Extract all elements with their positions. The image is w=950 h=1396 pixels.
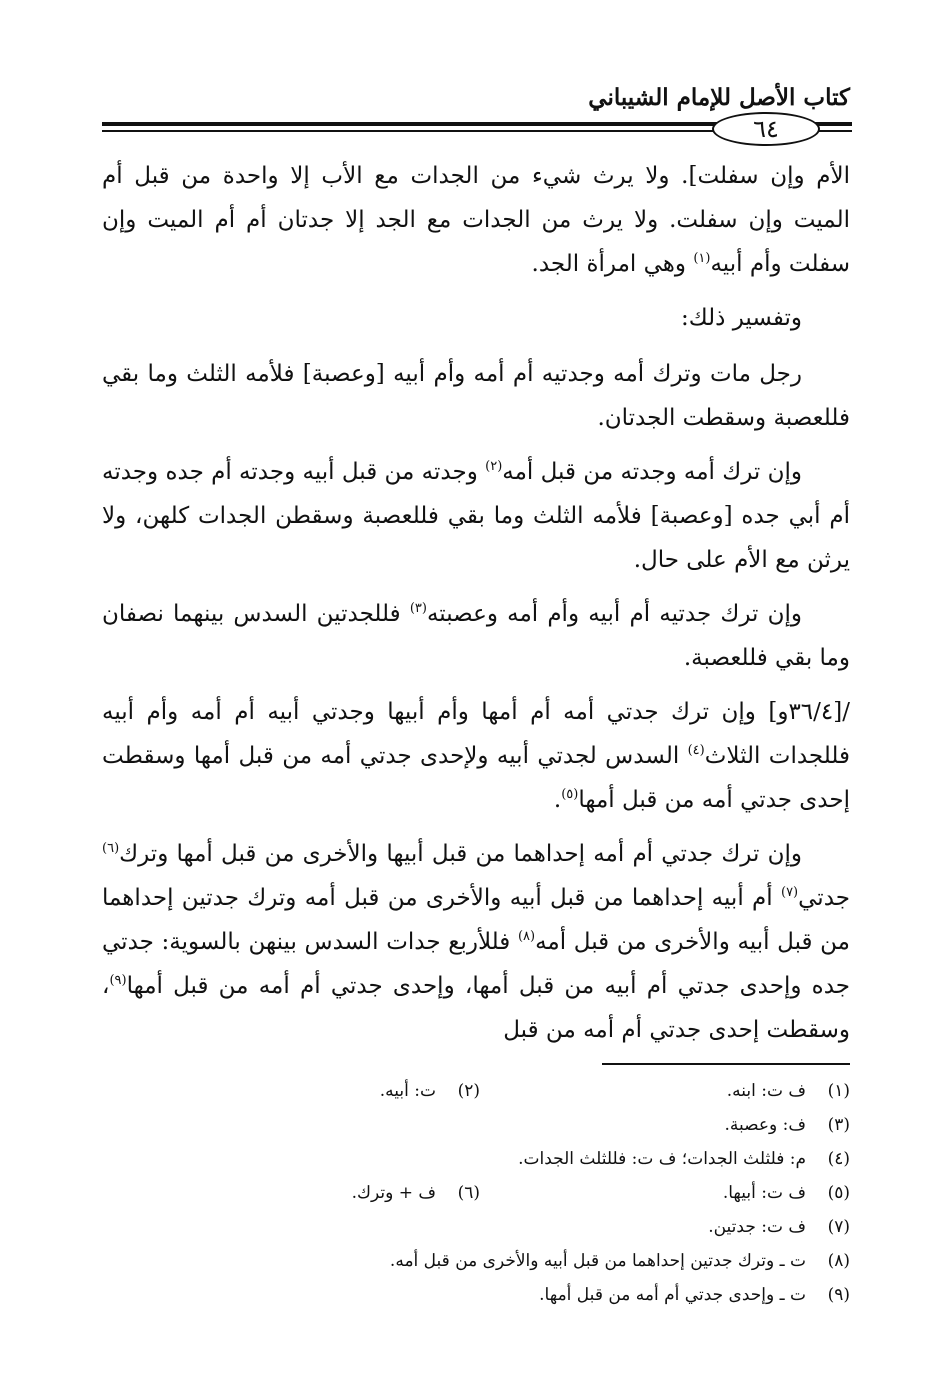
- footnote-ref: (٧): [780, 885, 799, 900]
- footnote-number: (٦): [457, 1183, 480, 1203]
- paragraph-7-text-c: أم أبيه إحداهما من قبل أبيه والأخرى من قبل أمه وترك جدتين إحداهما من قبل أبيه والأخرى من قبل أمه: [102, 885, 850, 955]
- paragraph-5-text-cont: فللجدتين السدس بينهما نصفان وما بقي فللعصبة.: [102, 601, 850, 671]
- paragraph-4-text: وإن ترك أمه وجدته من قبل أمه: [502, 459, 803, 485]
- footnote-text: م: فلثلث الجدات؛ ف ت: فللثلث الجدات.: [518, 1149, 806, 1169]
- footnote-ref: (٣): [409, 601, 427, 616]
- main-text: [102, 154, 850, 1062]
- footnote-text: ف ت: جدتين.: [708, 1217, 806, 1237]
- footnote-number: (٩): [827, 1285, 850, 1305]
- footnote-text: ت ـ وإحدى جدتي أم أمه من قبل أمها.: [539, 1285, 806, 1305]
- footnote-number: (٨): [827, 1251, 850, 1271]
- footnote-text: ف + وترك.: [351, 1183, 436, 1203]
- footnote-text: ف ت: ابنه.: [726, 1081, 806, 1101]
- paragraph-6-text: /[٣٦/٤و] وإن ترك جدتي أمه أم أمها وأم أبيها وجدتي أبيه أم أمه وأم أبيه فللجدات الثلاث: [102, 699, 850, 769]
- footnote-ref: (٩): [109, 973, 127, 988]
- footnote-5: [480, 1176, 850, 1210]
- footnote-ref: (٨): [517, 929, 536, 944]
- paragraph-1: [102, 154, 850, 286]
- footnote-row: [102, 1244, 850, 1278]
- footnote-number: (٣): [827, 1115, 850, 1135]
- footnote-text: ف ت: أبيها.: [722, 1183, 806, 1203]
- paragraph-7-text-d: فللأربع جدات السدس بينهن بالسوية: جدتي جده وإحدى جدتي أم أبيه من قبل أمها، وإحدى جدتي أم أمه من قبل أمها: [102, 929, 850, 999]
- footnote-number: (٤): [827, 1149, 850, 1169]
- footnote-text: ف: وعصبة.: [724, 1115, 806, 1135]
- footnote-row: [102, 1278, 850, 1312]
- footnote-4: [518, 1142, 850, 1176]
- footnote-ref: (٤): [687, 743, 705, 758]
- paragraph-6-text-cont: السدس لجدتي أبيه ولإحدى جدتي أمه من قبل أمها وسقطت إحدى جدتي أمه من قبل أمها: [102, 743, 850, 813]
- footnote-row: [102, 1108, 850, 1142]
- footnote-ref: (٢): [485, 459, 503, 474]
- footnote-number: (٥): [827, 1183, 850, 1203]
- footnote-8: [390, 1244, 850, 1278]
- paragraph-7: [102, 832, 850, 1052]
- footnote-3: [725, 1108, 851, 1142]
- paragraph-6: [102, 690, 850, 822]
- footnote-text: ت ـ وترك جدتين إحداهما من قبل أبيه والأخرى من قبل أمه.: [389, 1251, 806, 1271]
- paragraph-7-text: وإن ترك جدتي أم أمه إحداهما من قبل أبيها والأخرى من قبل أمها وترك: [119, 841, 802, 867]
- page-number: [712, 112, 820, 146]
- footnote-separator: [602, 1063, 850, 1065]
- footnote-2: [110, 1074, 480, 1108]
- footnote-7: [708, 1210, 850, 1244]
- paragraph-6-end: .: [553, 787, 562, 813]
- paragraph-1-text: الأم وإن سفلت]. ولا يرث شيء من الجدات مع الأب إلا واحدة من قبل أم الميت وإن سفلت. ولا يرث من الجدات مع الجد إلا جدتان أم أم الميت وإن سفلت وأم أبيه: [102, 163, 850, 277]
- paragraph-1-end: وهي امرأة الجد.: [531, 251, 694, 277]
- footnote-number: (٢): [457, 1081, 480, 1101]
- footnote-row: [102, 1074, 850, 1108]
- footnote-6: [110, 1176, 480, 1210]
- footnote-row: [102, 1210, 850, 1244]
- footnote-number: (١): [827, 1081, 850, 1101]
- footnote-text: ت: أبيه.: [379, 1081, 436, 1101]
- paragraph-2: وتفسير ذلك:: [681, 305, 802, 331]
- footnote-row: [102, 1142, 850, 1176]
- footnote-ref: (٦): [102, 841, 120, 856]
- footnote-ref: (١): [693, 251, 711, 266]
- paragraph-7-text-b: جدتي: [798, 885, 850, 911]
- footnote-1: [480, 1074, 850, 1108]
- paragraph-3: رجل مات وترك أمه وجدتيه أم أمه وأم أبيه [وعصبة] فلأمه الثلث وما بقي فللعصبة وسقطت الجدتان.: [102, 361, 850, 431]
- paragraph-5: [102, 592, 850, 680]
- footnotes: [102, 1074, 850, 1312]
- footnote-9: [539, 1278, 850, 1312]
- paragraph-4-text-cont: وجدته من قبل أبيه وجدته أم جده وجدته أم أبي جده [وعصبة] فلأمه الثلث وما بقي فللعصبة وسقطن الجدات كلهن، ولا يرثن مع الأم على حال.: [102, 459, 850, 573]
- paragraph-7-text-e: ، وسقطت إحدى جدتي أم أمه من قبل: [102, 973, 850, 1043]
- paragraph-5-text: وإن ترك جدتيه أم أبيه وأم أمه وعصبته: [426, 601, 802, 627]
- paragraph-4: [102, 450, 850, 582]
- footnote-ref: (٥): [561, 787, 579, 802]
- page-number-text: ٦٤: [753, 115, 779, 143]
- running-title: كتاب الأصل للإمام الشيباني: [588, 84, 850, 111]
- footnote-number: (٧): [827, 1217, 850, 1237]
- footnote-row: [102, 1176, 850, 1210]
